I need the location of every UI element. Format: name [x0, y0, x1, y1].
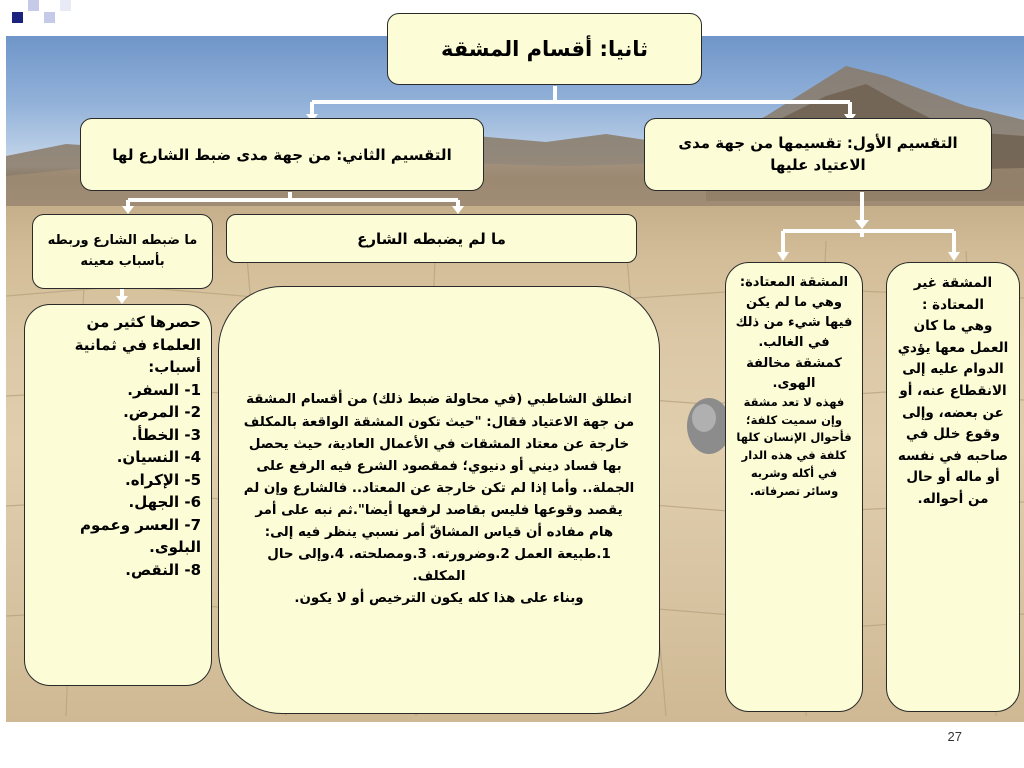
eight-causes-list-box: حصرها كثير من العلماء في ثمانية أسباب: 1- السفر. 2- المرض. 3- الخطأ. 4- النسيان. 5- الإكراه. 6- الجهل. 7- العسر وعموم البلوى. 8- النقص.: [24, 304, 212, 686]
second-division-box: التقسيم الثاني: من جهة مدى ضبط الشارع لها: [80, 118, 484, 191]
habitual-hardship-note: فهذه لا تعد مشقة وإن سميت كلفة؛ فأحوال الإنسان كلها كلفة في هذه الدار في أكله وشربه وسائر تصرفاته.: [736, 394, 852, 498]
habitual-hardship-box: [725, 262, 863, 712]
shatibi-explanation-box: انطلق الشاطبي (في محاولة ضبط ذلك) من أقسام المشقة من جهة الاعتياد فقال: "حيث تكون المشقة الواقعة بالمكلف خارجة عن معتاد المشقات في الأعمال العادية، حيث يحصل بها فساد ديني أو دنيوي؛ فمقصود الشرع فيه الرفع على الجملة.. وأما إذا لم تكن خارجة عن المعتاد.. فالشارع وإن لم يقصد وقوعها فليس بقاصد لرفعها أيضا".ثم نبه على أمر هام مفاده أن قياس المشاقّ أمر نسبي ينظر فيه إلى: 1.طبيعة العمل 2.وضرورته. 3.ومصلحته. 4.وإلى حال المكلف. وبناء على هذا كله يكون الترخيص أو لا يكون.: [218, 286, 660, 714]
habitual-hardship-definition: المشقة المعتادة: وهي ما لم يكن فيها شيء من ذلك في الغالب. كمشقة مخالفة الهوى.: [735, 275, 853, 391]
title-box: ثانيا: أقسام المشقة: [387, 13, 702, 85]
non-habitual-hardship-box: المشقة غير المعتادة : وهي ما كان العمل معها يؤدي الدوام عليه إلى الانقطاع عنه، أو عن بعضه، وإلى وقوع خلل في صاحبه في نفسه أو ماله أو حال من أحواله.: [886, 262, 1020, 712]
regulated-by-legislator-box: ما ضبطه الشارع وربطه بأسباب معينه: [32, 214, 213, 289]
first-division-box: التقسيم الأول: تقسيمها من جهة مدى الاعتياد عليها: [644, 118, 992, 191]
page-number: 27: [947, 729, 962, 744]
not-regulated-by-legislator-box: ما لم يضبطه الشارع: [226, 214, 637, 263]
